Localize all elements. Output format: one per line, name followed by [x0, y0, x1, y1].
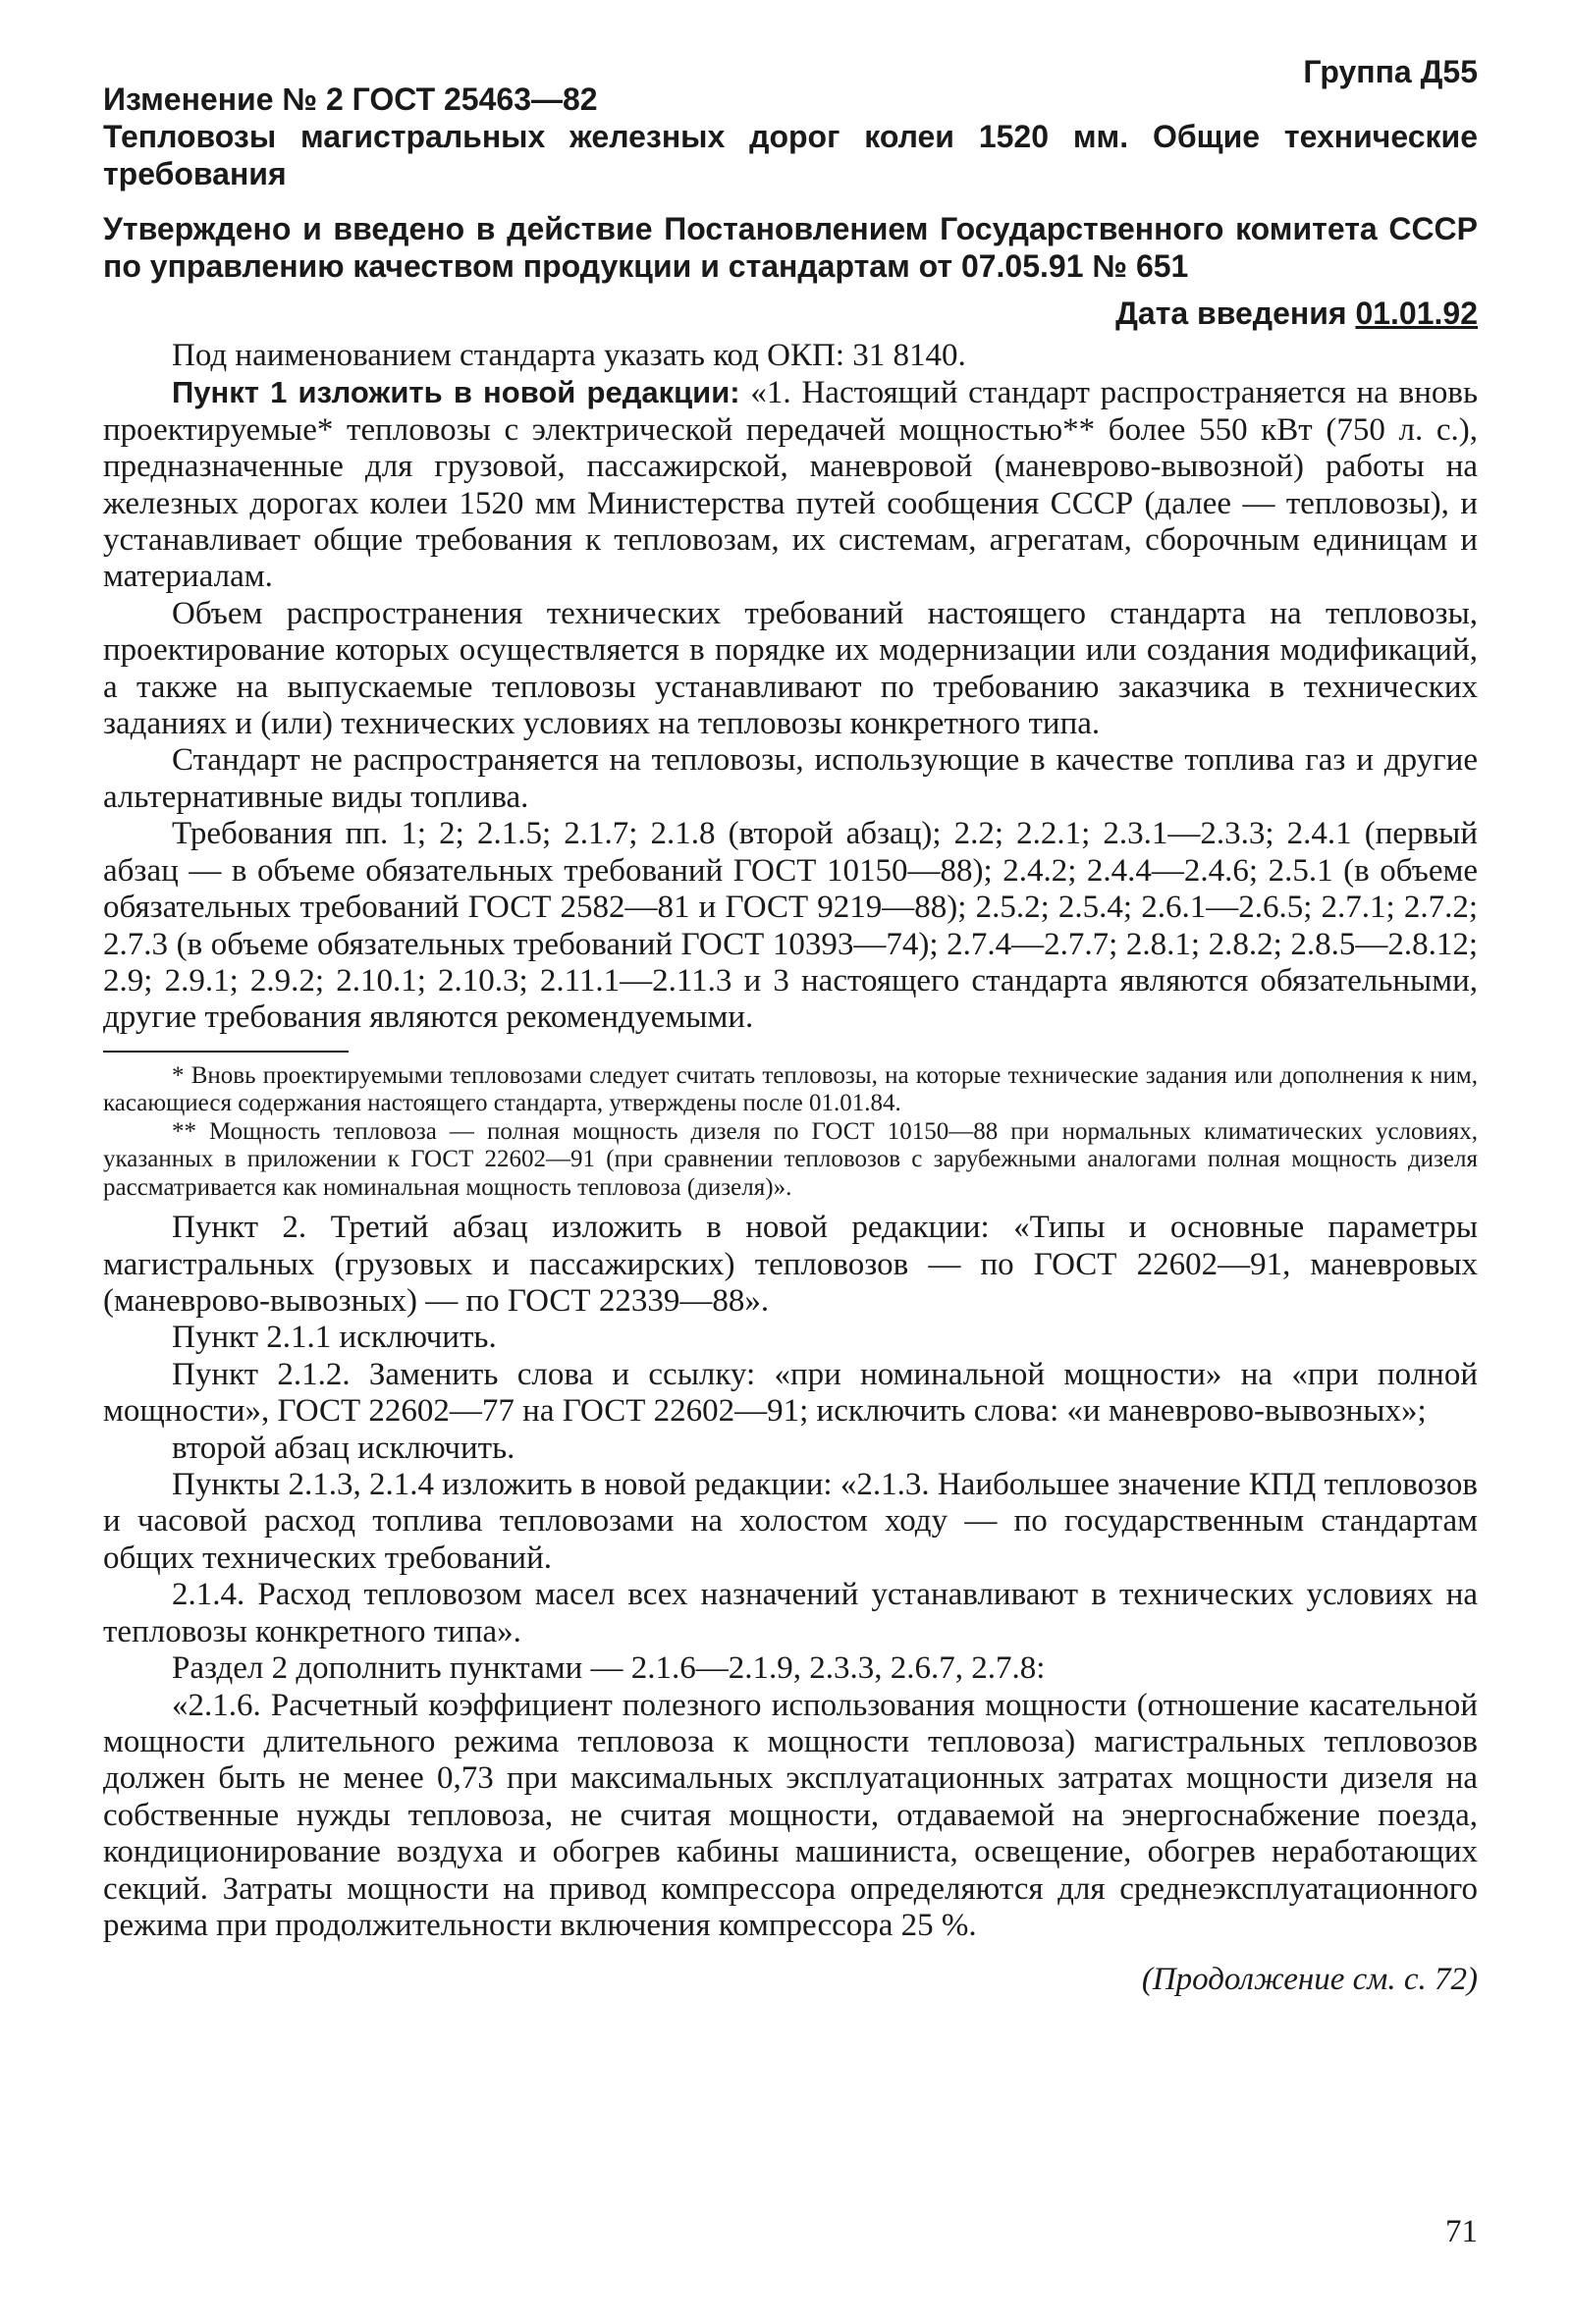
paragraph-item-1	[103, 374, 1478, 595]
continuation-note: (Продолжение см. с. 72)	[1141, 1962, 1478, 1998]
standard-title: Тепловозы магистральных железных дорог колеи 1520 мм. Общие технические требования	[103, 119, 1478, 191]
footnote-1: * Вновь проектируемыми тепловозами следует считать тепловозы, на которые технические задания или дополнения к ним, касающиеся содержания настоящего стандарта, утверждены после 01.01.84.	[103, 1061, 1478, 1117]
group-label: Группа Д55	[1303, 54, 1478, 89]
document-body	[103, 338, 1478, 1944]
effective-date-value: 01.01.92	[1355, 296, 1478, 331]
change-title: Изменение № 2 ГОСТ 25463—82	[103, 81, 598, 117]
approval-statement: Утверждено и введено в действие Постановлением Государственного комитета СССР по управлению качеством продукции и стандартам от 07.05.91 № 651	[103, 211, 1478, 284]
page-number: 71	[1445, 2214, 1478, 2249]
paragraph-item-2-1-1: Пункт 2.1.1 исключить.	[172, 1320, 497, 1356]
paragraph-scope: Объем распространения технических требований настоящего стандарта на тепловозы, проектирование которых осуществляется в порядке их модернизации или создания модификаций, а также на выпускаемые тепловозы устанавливают по требованию заказчика в технических заданиях и (или) технических условиях на тепловозы конкретного типа.	[103, 595, 1478, 742]
paragraph-item-2-1-4: 2.1.4. Расход тепловозом масел всех назначений устанавливают в технических условиях на тепловозы конкретного типа».	[103, 1577, 1478, 1649]
paragraph-item-2-1-6: «2.1.6. Расчетный коэффициент полезного использования мощности (отношение касательной мощности длительного режима тепловоза к мощности тепловоза) магистральных тепловозов должен быть не менее 0,73 при максимальных эксплуатационных затратах мощности дизеля на собственные нужды тепловоза, не считая мощности, отдаваемой на энергоснабжение поезда, кондиционирование воздуха и обогрев кабины машиниста, освещение, обогрев неработающих секций. Затраты мощности на привод компрессора определяются для среднеэксплуатационного режима при продолжительности включения компрессора 25 %.	[103, 1687, 1478, 1943]
paragraph-okp-code: Под наименованием стандарта указать код ОКП: 31 8140.	[172, 338, 966, 373]
paragraph-item-2: Пункт 2. Третий абзац изложить в новой редакции: «Типы и основные параметры магистральных (грузовых и пассажирских) тепловозов — по ГОСТ 22602—91, маневровых (маневрово-вывозных) — по ГОСТ 22339—88».	[103, 1210, 1478, 1320]
paragraph-items-2-1-3-2-1-4: Пункты 2.1.3, 2.1.4 изложить в новой редакции: «2.1.3. Наибольшее значение КПД тепловозов и часовой расход топлива тепловозами на холостом ходу — по государственным стандартам общих технических требований.	[103, 1467, 1478, 1576]
paragraph-exclusion: Стандарт не распространяется на тепловозы, использующие в качестве топлива газ и другие альтернативные виды топлива.	[103, 742, 1478, 815]
footnote-divider	[103, 1051, 349, 1053]
paragraph-item-1-text: «1. Настоящий стандарт распространяется на вновь проектируемые* тепловозы с электрической передачей мощностью** более 550 кВт (750 л. с.), предназначенные для грузовой, пассажирской, маневровой (маневрово-вывозной) работы на железных дорогах колеи 1520 мм Министерства путей сообщения СССР (далее — тепловозы), и устанавливает общие требования к тепловозам, их системам, агрегатам, сборочным единицам и материалам.	[103, 375, 1478, 595]
paragraph-item-2-1-2: Пункт 2.1.2. Заменить слова и ссылку: «при номинальной мощности» на «при полной мощности», ГОСТ 22602—77 на ГОСТ 22602—91; исключить слова: «и маневрово-вывозных»;	[103, 1356, 1478, 1430]
effective-date-label: Дата введения	[1115, 296, 1356, 331]
effective-date	[103, 295, 1478, 332]
footnote-2: ** Мощность тепловоза — полная мощность дизеля по ГОСТ 10150—88 при нормальных климатических условиях, указанных в приложении к ГОСТ 22602—91 (при сравнении тепловозов с зарубежными аналогами полная мощность дизеля рассматривается как номинальная мощность тепловоза (дизеля)».	[103, 1117, 1478, 1201]
document-content	[103, 39, 1478, 1998]
paragraph-mandatory-requirements: Требования пп. 1; 2; 2.1.5; 2.1.7; 2.1.8 (второй абзац); 2.2; 2.2.1; 2.3.1—2.3.3; 2.4.1 (первый абзац — в объеме обязательных требований ГОСТ 10150—88); 2.4.2; 2.4.4—2.4.6; 2.5.1 (в объеме обязательных требований ГОСТ 2582—81 и ГОСТ 9219—88); 2.5.2; 2.5.4; 2.6.1—2.6.5; 2.7.1; 2.7.2; 2.7.3 (в объеме обязательных требований ГОСТ 10393—74); 2.7.4—2.7.7; 2.8.1; 2.8.2; 2.8.5—2.8.12; 2.9; 2.9.1; 2.9.2; 2.10.1; 2.10.3; 2.11.1—2.11.3 и 3 настоящего стандарта являются обязательными, другие требования являются рекомендуемыми.	[103, 816, 1478, 1036]
paragraph-second-abzac: второй абзац исключить.	[172, 1430, 515, 1466]
paragraph-item-1-lead: Пункт 1 изложить в новой редакции:	[172, 375, 740, 410]
paragraph-section-2-additions: Раздел 2 дополнить пунктами — 2.1.6—2.1.9, 2.3.3, 2.6.7, 2.7.8:	[172, 1650, 1046, 1687]
